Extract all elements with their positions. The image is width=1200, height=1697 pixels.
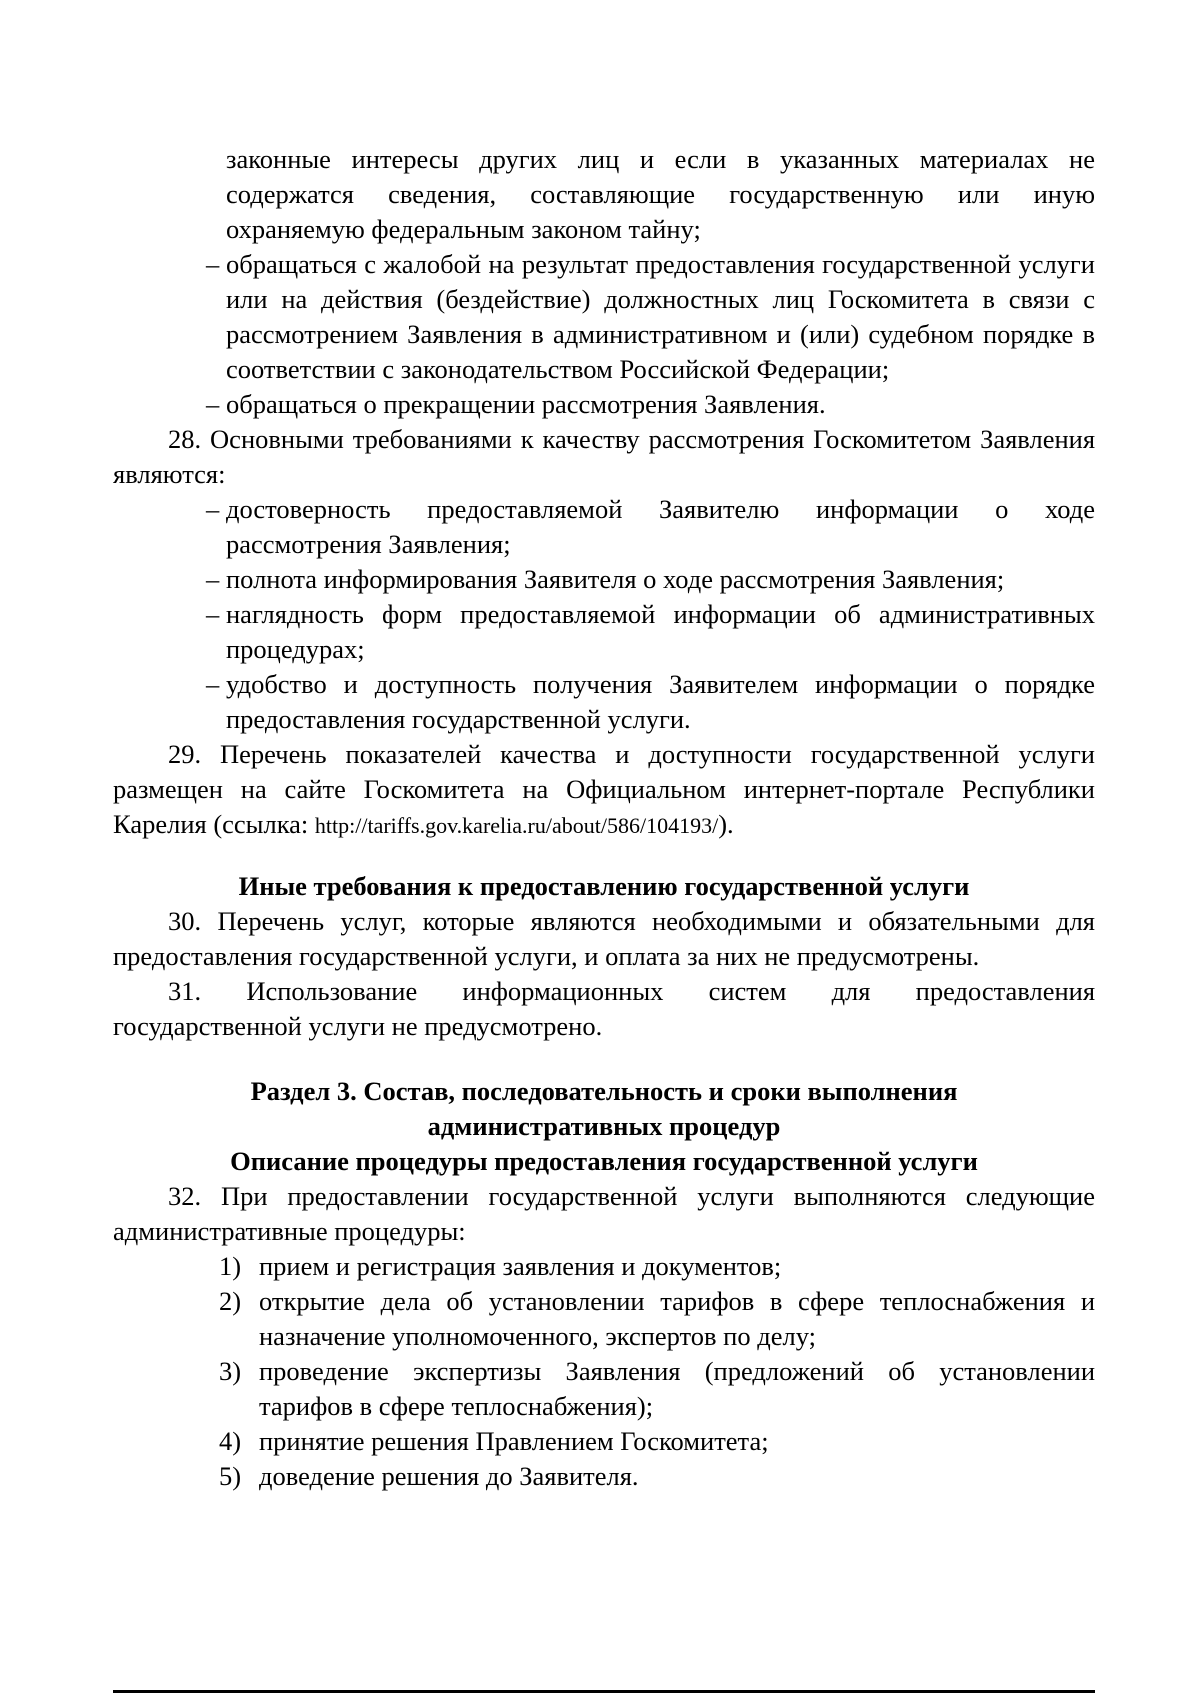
paragraph-28 [113,422,1095,492]
procedure-number: 2) [219,1286,242,1316]
procedure-text: проведение экспертизы Заявления (предложений об установлении тарифов в сфере теплоснабжения); [259,1356,1095,1421]
paragraph-text-end: ). [718,809,734,839]
paragraph-number: 30. [168,906,202,936]
dash-marker: – [206,599,220,629]
procedure-item [113,1284,1095,1354]
portal-link[interactable]: http://tariffs.gov.karelia.ru/about/586/104193/ [314,813,719,838]
procedure-item [113,1354,1095,1424]
paragraph-number: 32. [168,1181,202,1211]
paragraph-29 [113,737,1095,843]
procedure-text: принятие решения Правлением Госкомитета; [259,1426,769,1456]
dash-marker: – [206,669,220,699]
paragraph-text: При предоставлении государственной услуги выполняются следующие административные процедуры: [113,1181,1095,1246]
list-item [113,387,1095,422]
paragraph-number: 31. [168,976,202,1006]
dash-marker: – [206,564,220,594]
paragraph-32 [113,1179,1095,1249]
list-item-text: удобство и доступность получения Заявителем информации о порядке предоставления государственной услуги. [226,669,1095,734]
footer-rule [113,1690,1095,1693]
procedure-number: 5) [219,1461,242,1491]
heading-other-requirements: Иные требования к предоставлению государственной услуги [238,871,970,901]
paragraph-31 [113,974,1095,1044]
procedure-item [113,1249,1095,1284]
heading-procedure-description: Описание процедуры предоставления государственной услуги [230,1146,978,1176]
paragraph-text: Основными требованиями к качеству рассмотрения Госкомитетом Заявления являются: [113,424,1096,489]
paragraph-text: Перечень показателей качества и доступности государственной услуги размещен на сайте Госкомитета на Официальном интернет-портале Республики Карелия (ссылка: [113,739,1095,839]
procedure-item [113,1424,1095,1459]
dash-marker: – [206,494,220,524]
paragraph-number: 28. [168,424,202,454]
list-item [113,247,1095,387]
procedure-number: 4) [219,1426,242,1456]
list-item-text: обращаться с жалобой на результат предоставления государственной услуги или на действия (бездействие) должностных лиц Госкомитета в связи с рассмотрением Заявления в административном и (или) судебном порядке в соответствии с законодательством Российской Федерации; [226,249,1095,384]
dash-marker: – [206,249,220,279]
procedure-text: открытие дела об установлении тарифов в сфере теплоснабжения и назначение уполномоченного, экспертов по делу; [259,1286,1095,1351]
list-item [113,667,1095,737]
paragraph-30 [113,904,1095,974]
list-item-text: наглядность форм предоставляемой информации об административных процедурах; [226,599,1095,664]
procedure-item [113,1459,1095,1494]
paragraph-number: 29. [168,739,202,769]
procedure-number: 3) [219,1356,242,1386]
dash-marker: – [206,389,220,419]
procedure-number: 1) [219,1251,242,1281]
list-item-text: полнота информирования Заявителя о ходе рассмотрения Заявления; [226,564,1005,594]
section-3-title-line2: административных процедур [427,1111,781,1141]
list-item [113,562,1095,597]
list-item [113,492,1095,562]
list-item [113,597,1095,667]
procedure-text: прием и регистрация заявления и документов; [259,1251,782,1281]
list-item-text: обращаться о прекращении рассмотрения Заявления. [226,389,826,419]
procedure-text: доведение решения до Заявителя. [259,1461,639,1491]
paragraph-text: Перечень услуг, которые являются необходимыми и обязательными для предоставления государственной услуги, и оплата за них не предусмотрены. [113,906,1095,971]
paragraph-text: Использование информационных систем для предоставления государственной услуги не предусмотрено. [113,976,1096,1041]
continuation-text: законные интересы других лиц и если в указанных материалах не содержатся сведения, составляющие государственную или иную охраняемую федеральным законом тайну; [226,144,1095,244]
document-page [113,142,1095,1494]
list-item-text: достоверность предоставляемой Заявителю информации о ходе рассмотрения Заявления; [226,494,1095,559]
section-3-title: Раздел 3. Состав, последовательность и сроки выполнения [250,1076,958,1106]
